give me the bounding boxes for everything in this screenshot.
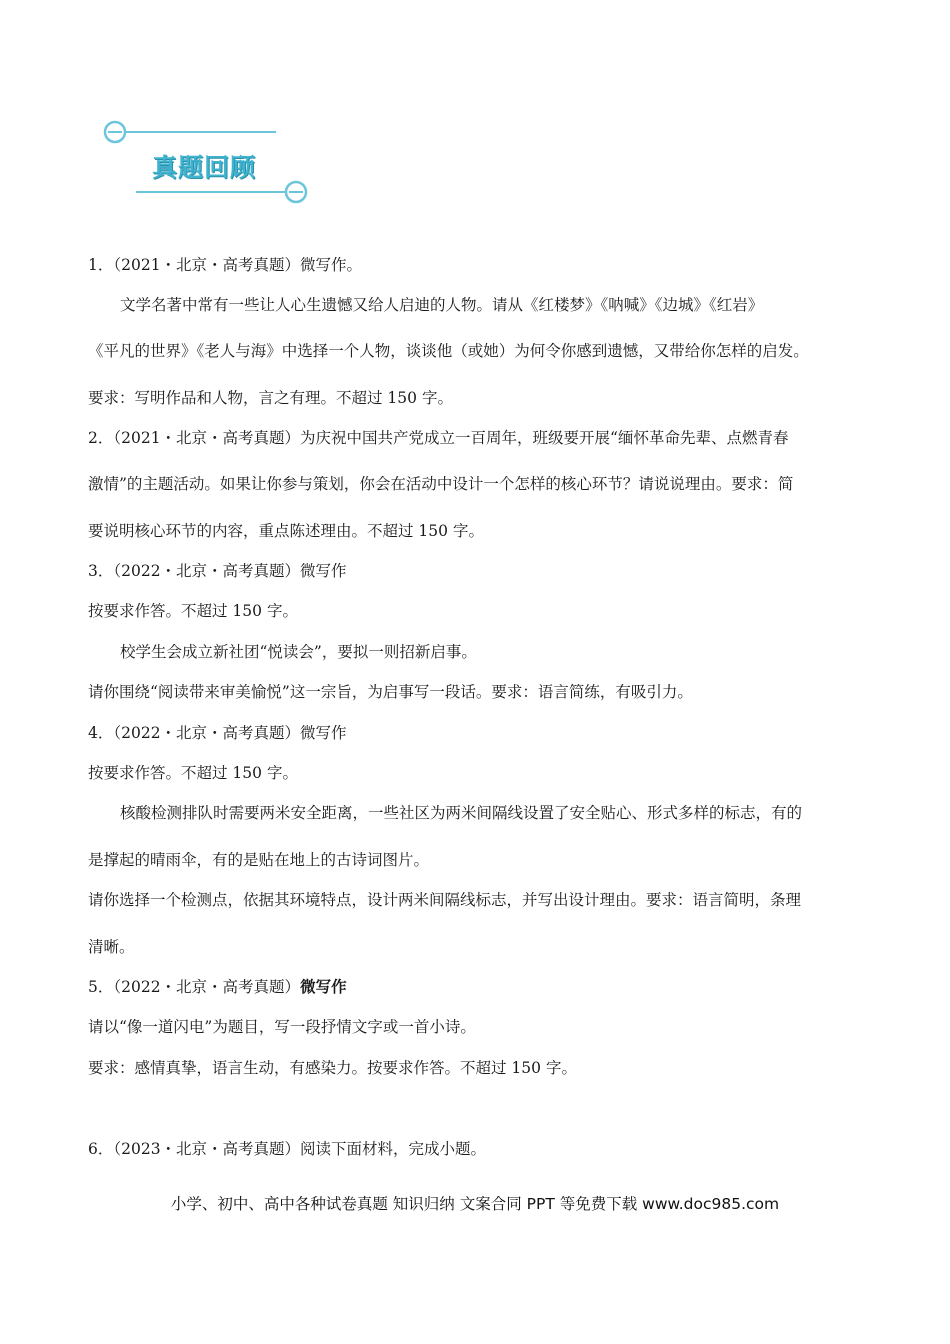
question-4-text: 按要求作答。不超过 150 字。 bbox=[88, 764, 298, 782]
question-1-source: 1．（2021・北京・高考真题）微写作。 bbox=[88, 256, 363, 274]
question-4-text: 核酸检测排队时需要两米安全距离，一些社区为两米间隔线设置了安全贴心、形式多样的标志，有的 bbox=[120, 804, 803, 822]
question-3-requirement: 请你围绕“阅读带来审美愉悦”这一宗旨，为启事写一段话。要求：语言简练，有吸引力。 bbox=[88, 683, 693, 701]
question-3-text: 按要求作答。不超过 150 字。 bbox=[88, 602, 298, 620]
question-6-source: 6．（2023・北京・高考真题）阅读下面材料，完成小题。 bbox=[88, 1140, 487, 1158]
question-1-requirement: 要求：写明作品和人物，言之有理。不超过 150 字。 bbox=[88, 389, 453, 407]
page-footer: 小学、初中、高中各种试卷真题 知识归纳 文案合同 PPT 等免费下载 www.doc985.com bbox=[170, 1195, 780, 1213]
section-banner bbox=[100, 116, 315, 211]
question-3-text: 校学生会成立新社团“悦读会”，要拟一则招新启事。 bbox=[120, 643, 477, 661]
section-title: 真题回顾 bbox=[152, 153, 257, 182]
question-5-tag: 微写作 bbox=[300, 978, 347, 996]
question-3-source: 3．（2022・北京・高考真题）微写作 bbox=[88, 562, 347, 580]
question-1-text: 《平凡的世界》《老人与海》中选择一个人物，谈谈他（或她）为何令你感到遗憾，又带给你怎样的启发。 bbox=[88, 342, 809, 360]
question-4-requirement: 请你选择一个检测点，依据其环境特点，设计两米间隔线标志，并写出设计理由。要求：语言简明，条理 bbox=[88, 891, 802, 909]
question-5-source bbox=[88, 977, 347, 997]
question-1-text: 文学名著中常有一些让人心生遗憾又给人启迪的人物。请从《红楼梦》《呐喊》《边城》《红岩》 bbox=[120, 296, 764, 314]
question-4-source: 4．（2022・北京・高考真题）微写作 bbox=[88, 724, 347, 742]
question-5-requirement: 要求：感情真挚，语言生动，有感染力。按要求作答。不超过 150 字。 bbox=[88, 1059, 577, 1077]
question-5-text: 请以“像一道闪电”为题目，写一段抒情文字或一首小诗。 bbox=[88, 1018, 476, 1036]
question-2-text: 激情”的主题活动。如果让你参与策划，你会在活动中设计一个怎样的核心环节？请说说理由。要求：简 bbox=[88, 475, 794, 493]
question-2-text: 要说明核心环节的内容，重点陈述理由。不超过 150 字。 bbox=[88, 522, 484, 540]
question-4-text: 是撑起的晴雨伞，有的是贴在地上的古诗词图片。 bbox=[88, 851, 430, 869]
question-4-requirement: 清晰。 bbox=[88, 938, 135, 956]
question-5-source-text: 5．（2022・北京・高考真题） bbox=[88, 978, 301, 996]
question-2-source: 2．（2021・北京・高考真题）为庆祝中国共产党成立一百周年，班级要开展“缅怀革命先辈、点燃青春 bbox=[88, 429, 789, 447]
